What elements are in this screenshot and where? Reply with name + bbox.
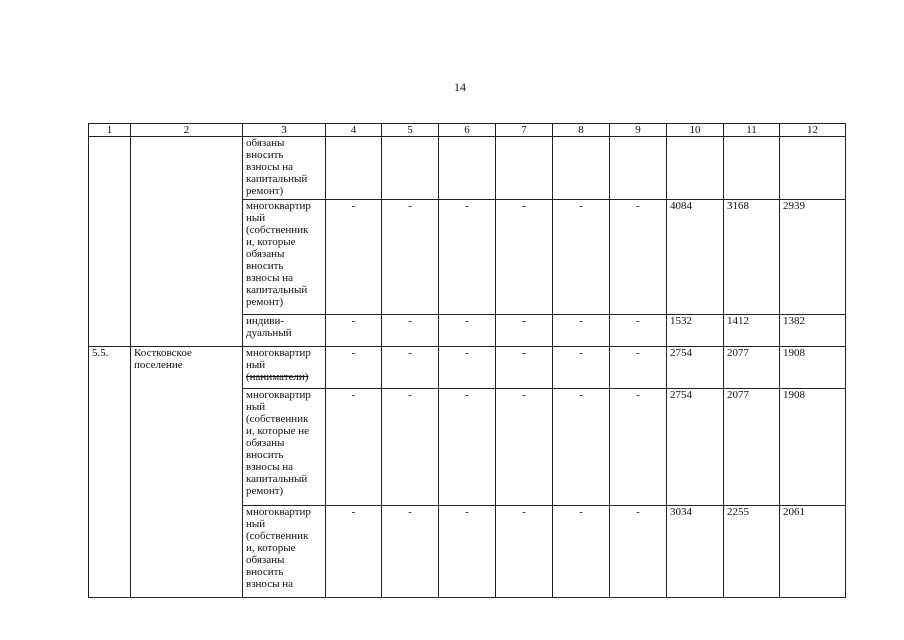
housing-type-cell: индиви- дуальный (243, 315, 326, 347)
value-col-4 (326, 137, 382, 200)
header-col-12: 12 (780, 124, 846, 137)
value-col-11 (724, 137, 780, 200)
value-col-10: 2754 (667, 389, 724, 506)
value-col-11: 3168 (724, 200, 780, 315)
value-col-7: - (496, 389, 553, 506)
column-number-header-row (89, 124, 846, 137)
value-col-5: - (382, 200, 439, 315)
value-col-5 (382, 137, 439, 200)
value-col-10: 2754 (667, 347, 724, 389)
value-col-8: - (553, 347, 610, 389)
header-col-1: 1 (89, 124, 131, 137)
value-col-7: - (496, 200, 553, 315)
header-col-11: 11 (724, 124, 780, 137)
value-col-10: 4084 (667, 200, 724, 315)
value-col-11: 1412 (724, 315, 780, 347)
value-col-8: - (553, 389, 610, 506)
settlement-cell: Костковское поселение (131, 347, 243, 598)
row-index-cell: 5.5. (89, 347, 131, 598)
header-col-8: 8 (553, 124, 610, 137)
value-col-9 (610, 137, 667, 200)
value-col-12: 1908 (780, 347, 846, 389)
value-col-9: - (610, 200, 667, 315)
header-col-2: 2 (131, 124, 243, 137)
header-col-9: 9 (610, 124, 667, 137)
value-col-11: 2255 (724, 506, 780, 598)
value-col-7: - (496, 506, 553, 598)
page-number: 14 (454, 80, 466, 94)
header-col-4: 4 (326, 124, 382, 137)
value-col-12 (780, 137, 846, 200)
housing-type-cell: многоквартир ный (собственник и, которые обязаны вносить взносы на (243, 506, 326, 598)
housing-type-cell: обязаны вносить взносы на капитальный ремонт) (243, 137, 326, 200)
header-col-3: 3 (243, 124, 326, 137)
value-col-8: - (553, 200, 610, 315)
value-col-6: - (439, 200, 496, 315)
value-col-5: - (382, 347, 439, 389)
header-col-6: 6 (439, 124, 496, 137)
value-col-12: 2061 (780, 506, 846, 598)
value-col-7: - (496, 347, 553, 389)
value-col-9: - (610, 347, 667, 389)
header-col-7: 7 (496, 124, 553, 137)
value-col-6: - (439, 506, 496, 598)
value-col-11: 2077 (724, 347, 780, 389)
header-col-10: 10 (667, 124, 724, 137)
value-col-4: - (326, 315, 382, 347)
value-col-5: - (382, 315, 439, 347)
value-col-9: - (610, 315, 667, 347)
housing-type-cell: многоквартир ный (собственник и, которые обязаны вносить взносы на капитальный ремонт) (243, 200, 326, 315)
value-col-5: - (382, 389, 439, 506)
value-col-4: - (326, 347, 382, 389)
value-col-12: 1908 (780, 389, 846, 506)
value-col-4: - (326, 200, 382, 315)
value-col-8 (553, 137, 610, 200)
value-col-6 (439, 137, 496, 200)
housing-type-cell: многоквартир ный (собственник и, которые не обязаны вносить взносы на капитальный ремонт) (243, 389, 326, 506)
value-col-11: 2077 (724, 389, 780, 506)
settlement-cell (131, 137, 243, 347)
value-col-7 (496, 137, 553, 200)
value-col-6: - (439, 389, 496, 506)
value-col-8: - (553, 506, 610, 598)
table-row (89, 137, 846, 200)
row-index-cell (89, 137, 131, 347)
value-col-6: - (439, 315, 496, 347)
value-col-9: - (610, 389, 667, 506)
header-col-5: 5 (382, 124, 439, 137)
value-col-7: - (496, 315, 553, 347)
table-row (89, 347, 846, 389)
housing-type-cell: многоквартир ный (наниматели) (243, 347, 326, 389)
struck-note: (наниматели) (246, 371, 309, 383)
value-col-8: - (553, 315, 610, 347)
value-col-4: - (326, 506, 382, 598)
value-col-10: 3034 (667, 506, 724, 598)
value-col-5: - (382, 506, 439, 598)
tariff-table (88, 123, 846, 598)
value-col-12: 1382 (780, 315, 846, 347)
value-col-4: - (326, 389, 382, 506)
value-col-10 (667, 137, 724, 200)
value-col-9: - (610, 506, 667, 598)
value-col-6: - (439, 347, 496, 389)
value-col-12: 2939 (780, 200, 846, 315)
value-col-10: 1532 (667, 315, 724, 347)
